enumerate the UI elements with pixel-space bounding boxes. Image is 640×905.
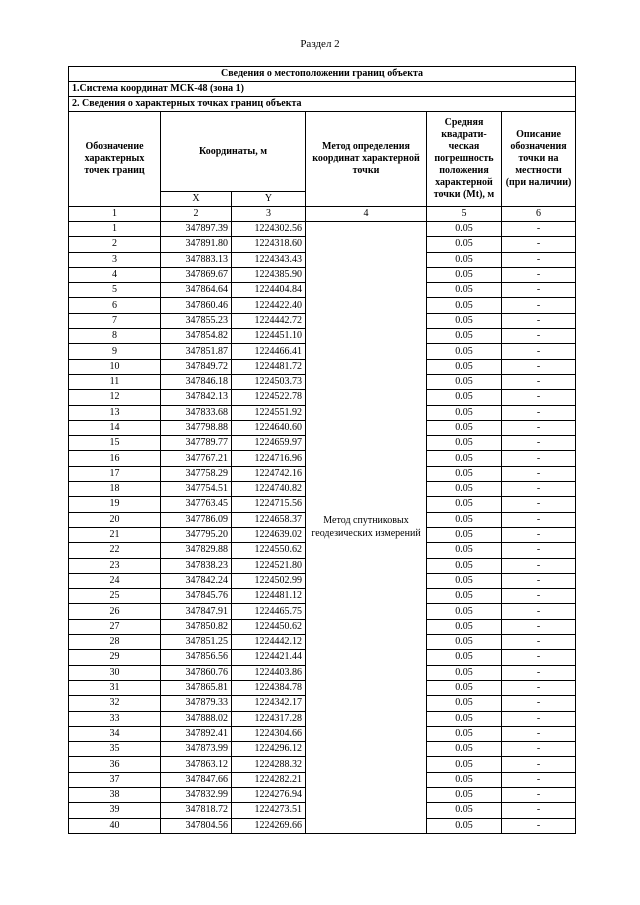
description-value: -: [502, 512, 576, 527]
coord-x: 347798.88: [161, 420, 232, 435]
boundary-points-table: [68, 66, 576, 834]
point-number: 29: [69, 650, 161, 665]
description-value: -: [502, 726, 576, 741]
section-title: Раздел 2: [300, 38, 340, 50]
accuracy-value: 0.05: [427, 374, 502, 389]
column-number: 5: [427, 207, 502, 222]
point-number: 30: [69, 665, 161, 680]
description-value: -: [502, 283, 576, 298]
header-description: Описание обозначения точки на местности (при наличии): [502, 112, 576, 207]
point-number: 23: [69, 558, 161, 573]
coord-x: 347888.02: [161, 711, 232, 726]
accuracy-value: 0.05: [427, 757, 502, 772]
accuracy-value: 0.05: [427, 329, 502, 344]
point-number: 8: [69, 329, 161, 344]
description-value: -: [502, 497, 576, 512]
coord-y: 1224304.66: [232, 726, 306, 741]
coord-y: 1224481.12: [232, 589, 306, 604]
accuracy-value: 0.05: [427, 818, 502, 833]
header-designation: Обозначение характерных точек границ: [69, 112, 161, 207]
point-number: 37: [69, 772, 161, 787]
description-value: -: [502, 619, 576, 634]
description-value: -: [502, 451, 576, 466]
coord-y: 1224715.56: [232, 497, 306, 512]
accuracy-value: 0.05: [427, 420, 502, 435]
accuracy-value: 0.05: [427, 359, 502, 374]
accuracy-value: 0.05: [427, 787, 502, 802]
coord-x: 347883.13: [161, 252, 232, 267]
point-number: 9: [69, 344, 161, 359]
accuracy-value: 0.05: [427, 604, 502, 619]
coord-x: 347842.24: [161, 573, 232, 588]
coord-y: 1224318.60: [232, 237, 306, 252]
description-value: -: [502, 589, 576, 604]
point-number: 28: [69, 635, 161, 650]
coord-y: 1224421.44: [232, 650, 306, 665]
coord-y: 1224442.12: [232, 635, 306, 650]
accuracy-value: 0.05: [427, 772, 502, 787]
coord-y: 1224503.73: [232, 374, 306, 389]
coord-x: 347846.18: [161, 374, 232, 389]
description-value: -: [502, 405, 576, 420]
coord-y: 1224296.12: [232, 742, 306, 757]
accuracy-value: 0.05: [427, 558, 502, 573]
coord-y: 1224384.78: [232, 680, 306, 695]
coord-y: 1224551.92: [232, 405, 306, 420]
description-value: -: [502, 436, 576, 451]
points-title-row: 2. Сведения о характерных точках границ объекта: [69, 97, 576, 112]
description-value: -: [502, 237, 576, 252]
accuracy-value: 0.05: [427, 665, 502, 680]
description-value: -: [502, 527, 576, 542]
coord-x: 347833.68: [161, 405, 232, 420]
description-value: -: [502, 344, 576, 359]
description-value: -: [502, 711, 576, 726]
description-value: -: [502, 420, 576, 435]
accuracy-value: 0.05: [427, 298, 502, 313]
coord-y: 1224404.84: [232, 283, 306, 298]
description-value: -: [502, 680, 576, 695]
description-value: -: [502, 742, 576, 757]
accuracy-value: 0.05: [427, 696, 502, 711]
point-number: 5: [69, 283, 161, 298]
header-y: Y: [232, 192, 306, 207]
point-number: 4: [69, 267, 161, 282]
column-number: 3: [232, 207, 306, 222]
coord-y: 1224317.28: [232, 711, 306, 726]
point-number: 20: [69, 512, 161, 527]
description-value: -: [502, 573, 576, 588]
description-value: -: [502, 818, 576, 833]
point-number: 15: [69, 436, 161, 451]
coord-x: 347845.76: [161, 589, 232, 604]
coord-y: 1224273.51: [232, 803, 306, 818]
accuracy-value: 0.05: [427, 650, 502, 665]
point-number: 22: [69, 543, 161, 558]
coord-x: 347832.99: [161, 787, 232, 802]
description-value: -: [502, 222, 576, 237]
method-cell: Метод спутниковых геодезических измерений: [306, 222, 427, 834]
point-number: 24: [69, 573, 161, 588]
coord-x: 347804.56: [161, 818, 232, 833]
description-value: -: [502, 329, 576, 344]
point-number: 16: [69, 451, 161, 466]
point-number: 12: [69, 390, 161, 405]
coord-y: 1224343.43: [232, 252, 306, 267]
table-title: Сведения о местоположении границ объекта: [69, 67, 576, 82]
coord-y: 1224502.99: [232, 573, 306, 588]
coord-y: 1224269.66: [232, 818, 306, 833]
coord-x: 347758.29: [161, 466, 232, 481]
description-value: -: [502, 604, 576, 619]
coord-y: 1224522.78: [232, 390, 306, 405]
coord-y: 1224640.60: [232, 420, 306, 435]
column-number: 2: [161, 207, 232, 222]
description-value: -: [502, 772, 576, 787]
point-number: 40: [69, 818, 161, 833]
coord-x: 347863.12: [161, 757, 232, 772]
description-value: -: [502, 650, 576, 665]
accuracy-value: 0.05: [427, 390, 502, 405]
point-number: 18: [69, 482, 161, 497]
accuracy-value: 0.05: [427, 742, 502, 757]
coord-x: 347795.20: [161, 527, 232, 542]
description-value: -: [502, 267, 576, 282]
coord-x: 347869.67: [161, 267, 232, 282]
header-accuracy: Средняя квадрати-ческая погрешность положения характерной точки (Mt), м: [427, 112, 502, 207]
point-number: 21: [69, 527, 161, 542]
coord-y: 1224450.62: [232, 619, 306, 634]
coord-y: 1224422.40: [232, 298, 306, 313]
coord-x: 347786.09: [161, 512, 232, 527]
coord-x: 347854.82: [161, 329, 232, 344]
coord-x: 347763.45: [161, 497, 232, 512]
coord-y: 1224465.75: [232, 604, 306, 619]
point-number: 33: [69, 711, 161, 726]
coord-x: 347865.81: [161, 680, 232, 695]
description-value: -: [502, 757, 576, 772]
header-x: X: [161, 192, 232, 207]
description-value: -: [502, 635, 576, 650]
coord-y: 1224742.16: [232, 466, 306, 481]
coord-system-row: 1.Система координат МСК-48 (зона 1): [69, 82, 576, 97]
accuracy-value: 0.05: [427, 436, 502, 451]
coord-x: 347892.41: [161, 726, 232, 741]
coord-y: 1224521.80: [232, 558, 306, 573]
point-number: 27: [69, 619, 161, 634]
coord-y: 1224385.90: [232, 267, 306, 282]
accuracy-value: 0.05: [427, 543, 502, 558]
description-value: -: [502, 482, 576, 497]
coord-y: 1224658.37: [232, 512, 306, 527]
coord-y: 1224740.82: [232, 482, 306, 497]
point-number: 1: [69, 222, 161, 237]
coord-x: 347754.51: [161, 482, 232, 497]
coord-x: 347873.99: [161, 742, 232, 757]
point-number: 10: [69, 359, 161, 374]
point-number: 31: [69, 680, 161, 695]
accuracy-value: 0.05: [427, 222, 502, 237]
coord-x: 347856.56: [161, 650, 232, 665]
point-number: 19: [69, 497, 161, 512]
coord-x: 347855.23: [161, 313, 232, 328]
description-value: -: [502, 374, 576, 389]
point-number: 11: [69, 374, 161, 389]
accuracy-value: 0.05: [427, 680, 502, 695]
description-value: -: [502, 298, 576, 313]
column-number: 1: [69, 207, 161, 222]
coord-x: 347860.46: [161, 298, 232, 313]
description-value: -: [502, 803, 576, 818]
accuracy-value: 0.05: [427, 512, 502, 527]
coord-x: 347851.25: [161, 635, 232, 650]
point-number: 38: [69, 787, 161, 802]
point-number: 34: [69, 726, 161, 741]
point-number: 32: [69, 696, 161, 711]
coord-y: 1224442.72: [232, 313, 306, 328]
accuracy-value: 0.05: [427, 267, 502, 282]
coord-y: 1224342.17: [232, 696, 306, 711]
point-number: 25: [69, 589, 161, 604]
coord-x: 347767.21: [161, 451, 232, 466]
accuracy-value: 0.05: [427, 482, 502, 497]
point-number: 13: [69, 405, 161, 420]
accuracy-value: 0.05: [427, 237, 502, 252]
point-number: 6: [69, 298, 161, 313]
coord-y: 1224276.94: [232, 787, 306, 802]
coord-x: 347842.13: [161, 390, 232, 405]
description-value: -: [502, 665, 576, 680]
accuracy-value: 0.05: [427, 497, 502, 512]
description-value: -: [502, 466, 576, 481]
point-number: 35: [69, 742, 161, 757]
point-number: 26: [69, 604, 161, 619]
description-value: -: [502, 359, 576, 374]
coord-x: 347897.39: [161, 222, 232, 237]
description-value: -: [502, 558, 576, 573]
coord-x: 347789.77: [161, 436, 232, 451]
coord-x: 347849.72: [161, 359, 232, 374]
accuracy-value: 0.05: [427, 451, 502, 466]
coord-y: 1224481.72: [232, 359, 306, 374]
header-coordinates: Координаты, м: [161, 112, 306, 192]
accuracy-value: 0.05: [427, 726, 502, 741]
coord-y: 1224639.02: [232, 527, 306, 542]
accuracy-value: 0.05: [427, 405, 502, 420]
coord-x: 347879.33: [161, 696, 232, 711]
accuracy-value: 0.05: [427, 466, 502, 481]
coord-y: 1224466.41: [232, 344, 306, 359]
table-row: [69, 222, 576, 237]
accuracy-value: 0.05: [427, 711, 502, 726]
coord-x: 347838.23: [161, 558, 232, 573]
description-value: -: [502, 696, 576, 711]
coord-x: 347860.76: [161, 665, 232, 680]
point-number: 14: [69, 420, 161, 435]
description-value: -: [502, 543, 576, 558]
accuracy-value: 0.05: [427, 252, 502, 267]
accuracy-value: 0.05: [427, 283, 502, 298]
coord-y: 1224282.21: [232, 772, 306, 787]
description-value: -: [502, 390, 576, 405]
coord-y: 1224550.62: [232, 543, 306, 558]
accuracy-value: 0.05: [427, 344, 502, 359]
coord-y: 1224288.32: [232, 757, 306, 772]
description-value: -: [502, 787, 576, 802]
coord-y: 1224659.97: [232, 436, 306, 451]
column-numbers-row: [69, 207, 576, 222]
description-value: -: [502, 313, 576, 328]
coord-x: 347891.80: [161, 237, 232, 252]
coord-y: 1224716.96: [232, 451, 306, 466]
description-value: -: [502, 252, 576, 267]
accuracy-value: 0.05: [427, 573, 502, 588]
coord-y: 1224451.10: [232, 329, 306, 344]
accuracy-value: 0.05: [427, 635, 502, 650]
column-number: 4: [306, 207, 427, 222]
point-number: 17: [69, 466, 161, 481]
point-number: 2: [69, 237, 161, 252]
point-number: 3: [69, 252, 161, 267]
accuracy-value: 0.05: [427, 619, 502, 634]
coord-x: 347864.64: [161, 283, 232, 298]
point-number: 36: [69, 757, 161, 772]
coord-x: 347847.91: [161, 604, 232, 619]
accuracy-value: 0.05: [427, 527, 502, 542]
point-number: 39: [69, 803, 161, 818]
coord-x: 347818.72: [161, 803, 232, 818]
point-number: 7: [69, 313, 161, 328]
accuracy-value: 0.05: [427, 803, 502, 818]
coord-x: 347847.66: [161, 772, 232, 787]
coord-y: 1224403.86: [232, 665, 306, 680]
column-number: 6: [502, 207, 576, 222]
coord-x: 347850.82: [161, 619, 232, 634]
coord-x: 347851.87: [161, 344, 232, 359]
coord-x: 347829.88: [161, 543, 232, 558]
header-method: Метод определения координат характерной точки: [306, 112, 427, 207]
accuracy-value: 0.05: [427, 313, 502, 328]
coord-y: 1224302.56: [232, 222, 306, 237]
accuracy-value: 0.05: [427, 589, 502, 604]
